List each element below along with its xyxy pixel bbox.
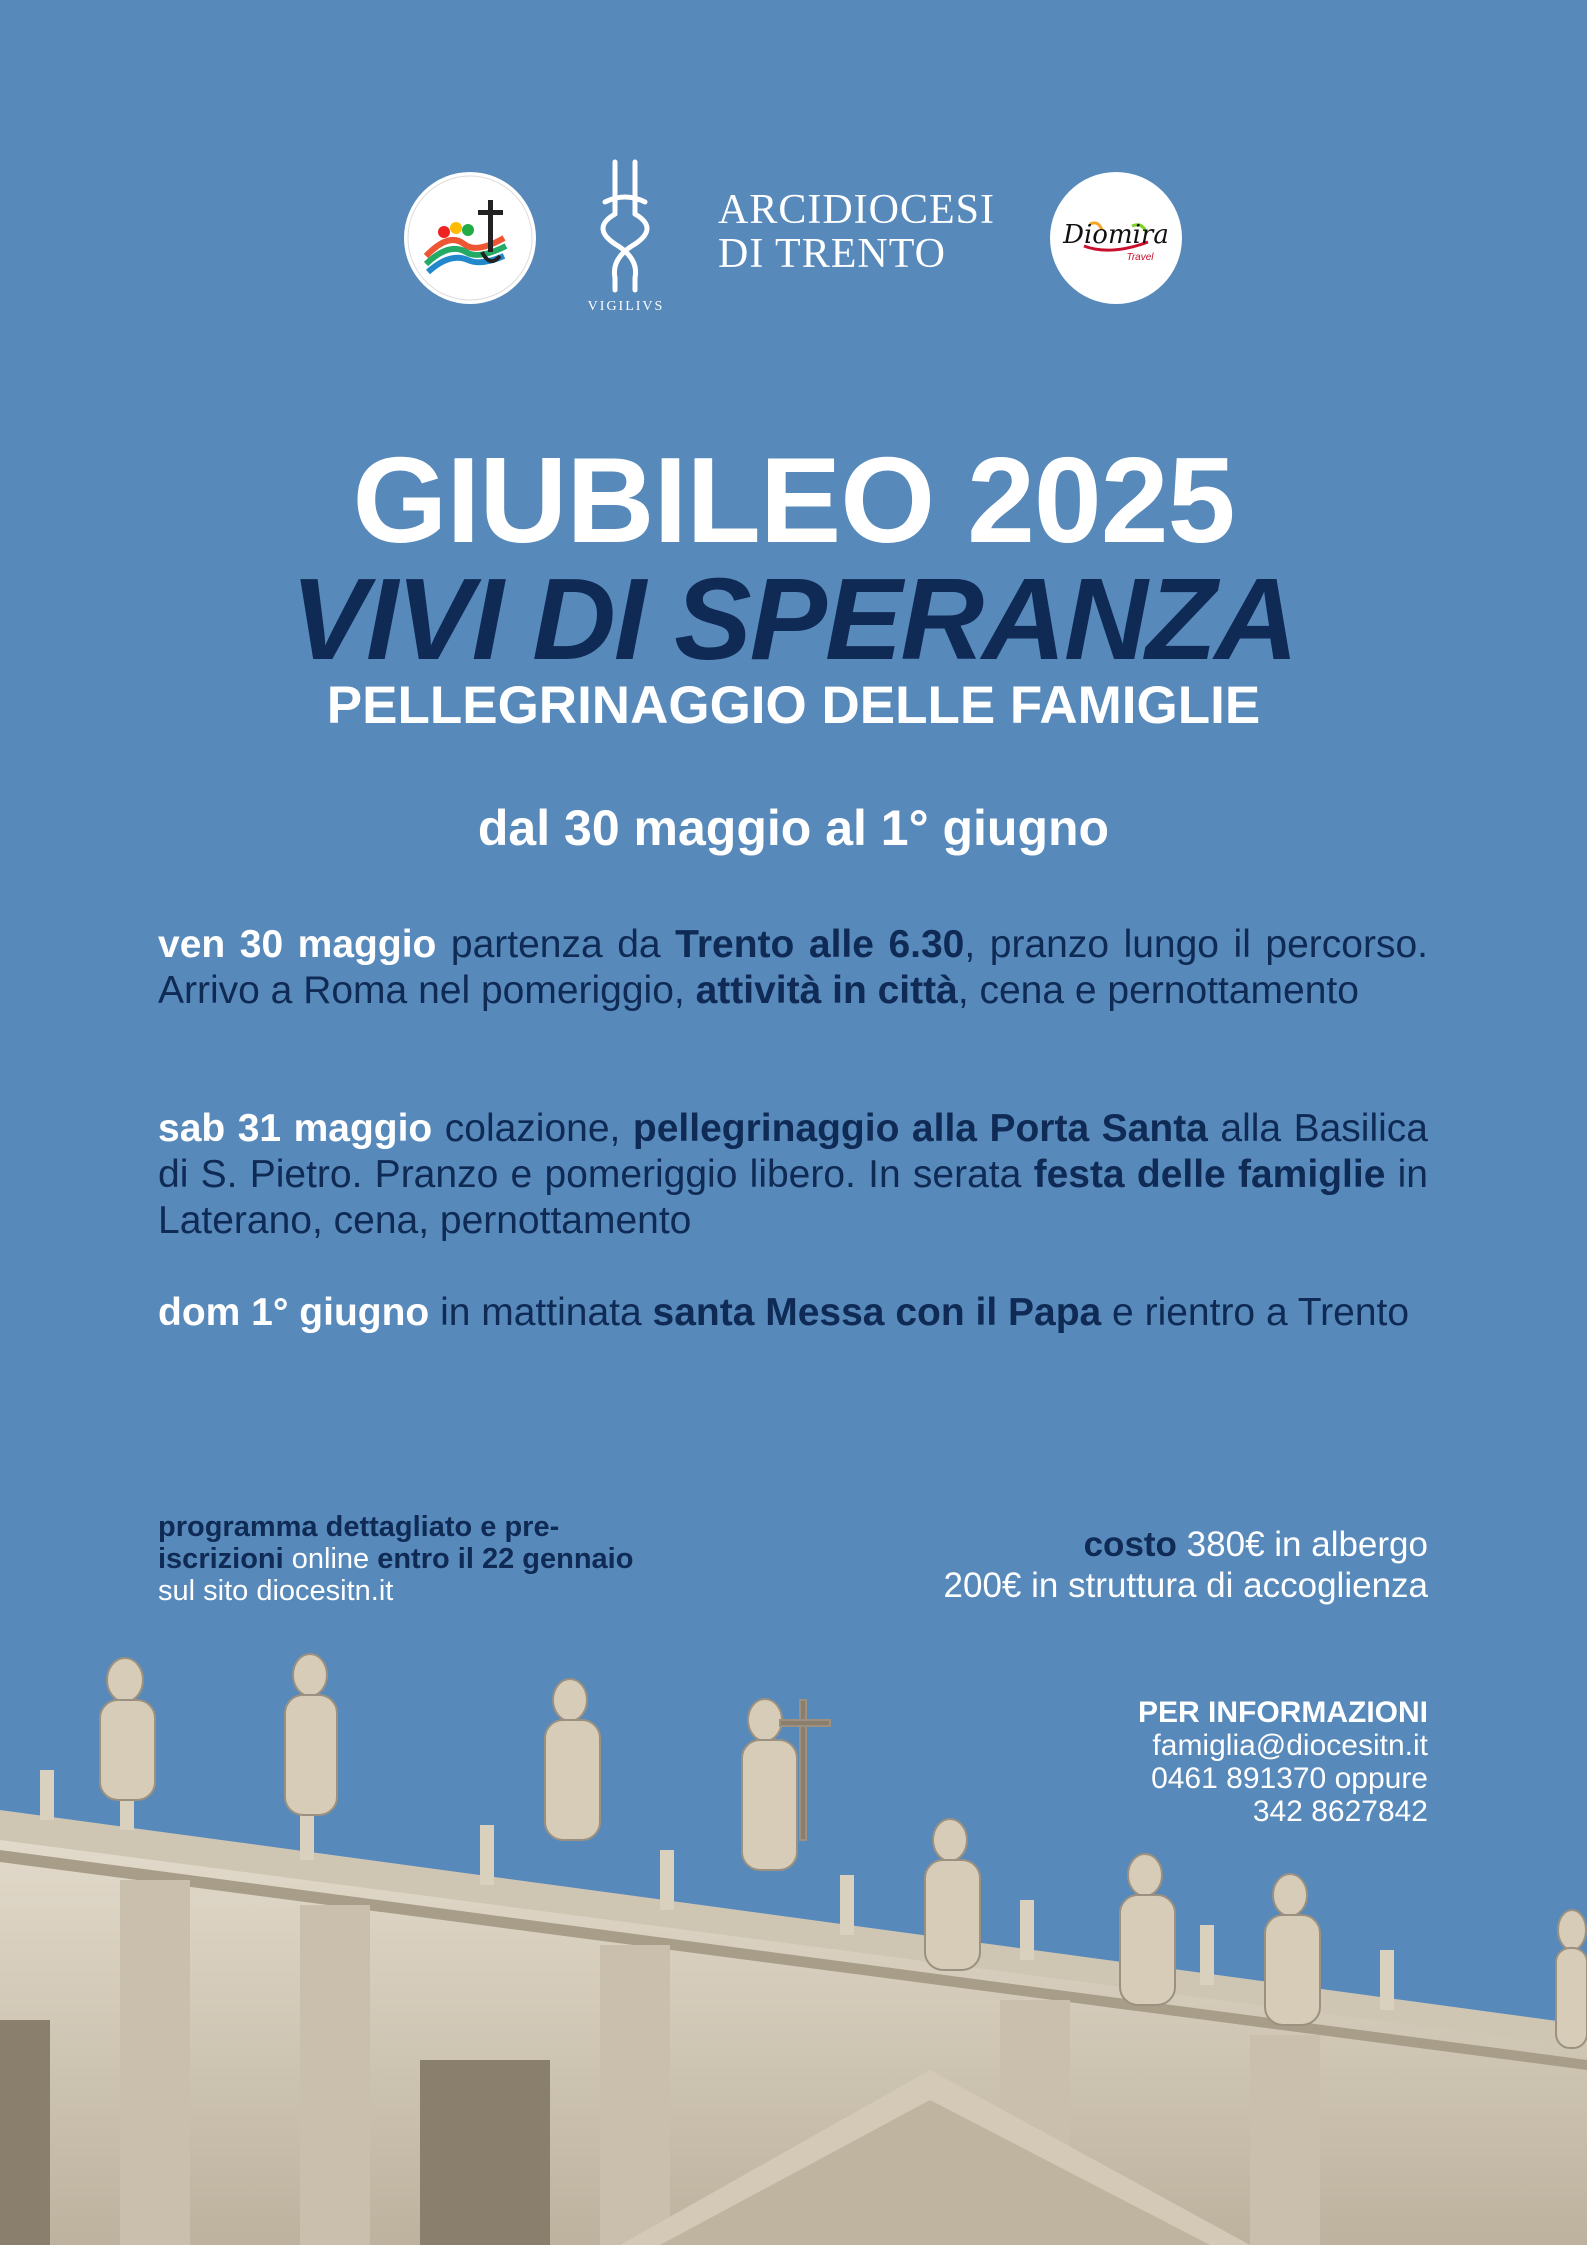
registration-deadline: entro il 22 gennaio xyxy=(377,1543,634,1575)
cost-label: costo xyxy=(1083,1525,1177,1564)
program-text: e rientro a Trento xyxy=(1101,1291,1410,1334)
event-dates: dal 30 maggio al 1° giugno xyxy=(477,800,1110,856)
program-highlight: Trento alle 6.30 xyxy=(675,923,965,966)
contact-phone-2[interactable]: 342 8627842 xyxy=(1252,1795,1428,1828)
page-title: GIUBILEO 2025 xyxy=(352,432,1235,568)
cost-info xyxy=(728,1524,1428,1606)
program-day-1 xyxy=(158,922,1428,1014)
statue-2 xyxy=(285,1654,337,1815)
program-text: partenza da xyxy=(436,923,676,966)
contact-title: PER INFORMAZIONI xyxy=(1138,1696,1428,1729)
page-tagline: PELLEGRINAGGIO DELLE FAMIGLIE xyxy=(326,676,1261,735)
statue-6 xyxy=(1120,1854,1175,2005)
arcidiocesi-line1: ARCIDIOCESI xyxy=(718,187,996,233)
cost-hotel: 380€ in albergo xyxy=(1176,1525,1428,1564)
contact-email[interactable]: famiglia@diocesitn.it xyxy=(1152,1729,1428,1762)
registration-label: programma dettagliato e pre-iscrizioni xyxy=(158,1511,560,1575)
program-highlight: santa Messa con il Papa xyxy=(652,1291,1102,1334)
program-text: , cena e pernottamento xyxy=(957,969,1359,1012)
statue-5 xyxy=(925,1819,980,1970)
registration-text: online xyxy=(283,1543,378,1575)
statue-7 xyxy=(1265,1874,1320,2025)
vigilius-logo xyxy=(585,158,665,318)
cost-line-1 xyxy=(728,1524,1428,1565)
program-text: alla Basilica di S. Pietro. Pranzo e pomeriggio libero. In serata xyxy=(158,1107,1428,1196)
program-text: colazione, xyxy=(432,1107,633,1150)
statue-1 xyxy=(100,1658,155,1800)
arcidiocesi-line2: DI TRENTO xyxy=(718,231,946,277)
arcidiocesi-logo-text xyxy=(718,188,1018,276)
jubilee-emblem-icon xyxy=(404,172,536,304)
program-highlight: pellegrinaggio alla Porta Santa xyxy=(632,1107,1208,1150)
statue-4 xyxy=(742,1699,830,1870)
diomira-sub: Travel xyxy=(1126,252,1154,263)
program-day-label: dom 1° giugno xyxy=(158,1291,430,1334)
program-text: in Laterano, cena, pernottamento xyxy=(158,1153,1429,1242)
statue-3 xyxy=(545,1679,600,1840)
program-day-label: ven 30 maggio xyxy=(158,923,437,966)
diomira-logo xyxy=(1050,172,1182,304)
program-highlight: festa delle famiglie xyxy=(1033,1153,1386,1196)
cost-line-2: 200€ in struttura di accoglienza xyxy=(943,1566,1428,1605)
statue-8 xyxy=(1556,1910,1587,2048)
program-text: , pranzo lungo il percorso. Arrivo a Roma nel pomeriggio, xyxy=(158,923,1428,1012)
vigilius-caption: VIGILIVS xyxy=(587,299,665,314)
registration-website: sul sito diocesitn.it xyxy=(158,1575,394,1607)
jubilee-logo xyxy=(404,172,536,304)
program-text: in mattinata xyxy=(429,1291,653,1334)
contact-phone-1[interactable]: 0461 891370 oppure xyxy=(1151,1762,1428,1795)
program-day-2 xyxy=(158,1106,1428,1244)
vigilius-emblem-icon xyxy=(585,158,665,298)
registration-info xyxy=(158,1511,678,1607)
diomira-name: Diomira xyxy=(1063,220,1169,250)
program-day-label: sab 31 maggio xyxy=(158,1107,433,1150)
program-highlight: attività in città xyxy=(695,969,958,1012)
page-subtitle: VIVI DI SPERANZA xyxy=(290,554,1297,684)
contact-info xyxy=(928,1696,1428,1828)
program-day-3 xyxy=(158,1290,1428,1336)
